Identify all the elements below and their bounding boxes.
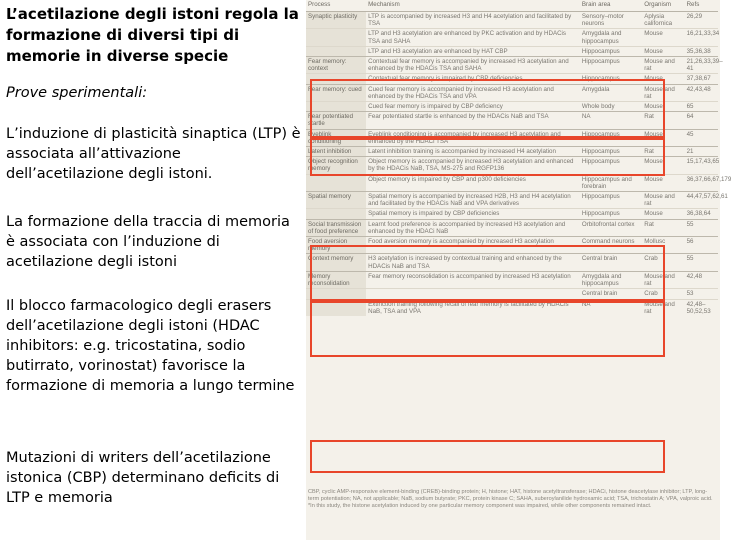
cell-refs: 35,36,38 (685, 46, 718, 56)
cell-organism: Rat (642, 112, 684, 129)
table-row (306, 192, 718, 209)
cell-organism: Aplysia californica (642, 12, 684, 29)
cell-mechanism: Cued fear memory is impaired by CBP deficiency (366, 102, 580, 112)
cell-area: Hippocampus (580, 46, 642, 56)
cell-organism: Mouse and rat (642, 57, 684, 74)
cell-mechanism: Learnt food preference is accompanied by increased H3 acetylation and enhanced by the HDACi NaB (366, 219, 580, 236)
cell-area: NA (580, 112, 642, 129)
cell-area: Hippocampus (580, 57, 642, 74)
cell-mechanism: H3 acetylation is increased by contextual training and enhanced by the HDACis NaB and TSA (366, 254, 580, 271)
cell-mechanism: Spatial memory is accompanied by increased H2B, H3 and H4 acetylation and facilitated by the HDACis NaB and VPA derivatives (366, 192, 580, 209)
cell-organism: Mouse (642, 157, 684, 174)
cell-process: Food aversion memory (306, 237, 366, 254)
cell-area: Central brain (580, 254, 642, 271)
cell-refs: 55 (685, 254, 718, 271)
cell-process: Fear memory: cued (306, 84, 366, 101)
cell-area: Hippocampus (580, 157, 642, 174)
cell-organism: Mouse and rat (642, 84, 684, 101)
cell-refs: 53 (685, 289, 718, 299)
cell-process: Fear potentiated startle (306, 112, 366, 129)
cell-refs: 44,47,57,62,61 (685, 192, 718, 209)
cell-organism: Mouse and rat (642, 299, 684, 316)
cell-mechanism: Spatial memory is impaired by CBP deficiencies (366, 209, 580, 219)
highlight-box-spatial-memory (310, 301, 665, 357)
evidence-ltp: L’induzione di plasticità sinaptica (LTP) è associata all’attivazione dell’acetilazione degli istoni. (6, 126, 301, 182)
evidence-cbp-mutations: Mutazioni di writers dell’acetilazione istonica (CBP) determinano deficits di LTP e memoria (6, 450, 280, 506)
cell-organism: Crab (642, 254, 684, 271)
cell-organism: Crab (642, 289, 684, 299)
cell-organism: Mouse and rat (642, 271, 684, 288)
cell-process (306, 209, 366, 219)
cell-organism: Mouse (642, 29, 684, 46)
cell-area: Orbitofrontal cortex (580, 219, 642, 236)
cell-mechanism: Contextual fear memory is accompanied by increased H3 acetylation and enhanced by the HDACis TSA and SAHA (366, 57, 580, 74)
cell-area: Amygdala and hippocampus (580, 271, 642, 288)
cell-mechanism: Object memory is accompanied by increased H3 acetylation and enhanced by the HDACis NaB, TSA, MS-275 and RGFP136 (366, 157, 580, 174)
header-mechanism: Mechanism (366, 0, 580, 12)
table-row (306, 46, 718, 56)
cell-area: Hippocampus (580, 74, 642, 84)
cell-mechanism: Fear memory reconsolidation is accompanied by increased H3 acetylation (366, 271, 580, 288)
cell-process (306, 29, 366, 46)
cell-refs: 42,48 (685, 271, 718, 288)
cell-area: Hippocampus and forebrain (580, 174, 642, 191)
cell-area: Central brain (580, 289, 642, 299)
cell-refs: 42,43,48 (685, 84, 718, 101)
cell-mechanism: Cued fear memory is accompanied by increased H3 acetylation and enhanced by the HDACis TSA and VPA (366, 84, 580, 101)
cell-refs: 36,37,66,67,179 (685, 174, 718, 191)
cell-process: Context memory (306, 254, 366, 271)
cell-mechanism: Object memory is impaired by CBP and p300 deficiencies (366, 174, 580, 191)
cell-process: Eyeblink conditioning (306, 129, 366, 146)
cell-process: Object recognition memory (306, 157, 366, 174)
cell-refs: 21 (685, 147, 718, 157)
cell-mechanism: Food aversion memory is accompanied by increased H3 acetylation (366, 237, 580, 254)
cell-refs: 21,26,33,39–41 (686, 58, 723, 73)
cell-refs: 65 (685, 102, 718, 112)
cell-organism: Mouse (642, 209, 684, 219)
cell-refs: 55 (685, 219, 718, 236)
cell-area: NA (580, 299, 642, 316)
cell-organism: Mouse (642, 129, 684, 146)
evidence-hdac-inhibitors: Il blocco farmacologico degli erasers dell’acetilazione degli istoni (HDAC inhibitors: e.g. tricostatina, sodio butirrato, vorinostat) favorisce la formazione di memoria a lungo termine (6, 298, 295, 394)
header-refs: Refs (685, 0, 718, 12)
cell-area: Amygdala (580, 84, 642, 101)
cell-refs: 64 (685, 112, 718, 129)
cell-process: Fear memory: context (306, 57, 366, 74)
cell-refs: 16,21,33,34 (685, 29, 718, 46)
highlight-box-reconsolidation (310, 440, 665, 473)
cell-organism: Rat (642, 219, 684, 236)
cell-area: Hippocampus (580, 192, 642, 209)
evidence-memory-trace: La formazione della traccia di memoria è associata con l’induzione di acetilazione degli istoni (6, 214, 290, 270)
table-footnote: CBP, cyclic AMP-responsive element-binding (CREB)-binding protein; H, histone; HAT, histone acetyltransferase; HDACi, histone deacetylase inhibitor; LTP, long-term potentiation; NA, not applicable; NaB, sodium butyrate; PKC, protein kinase C; SAHA, suberoylanilide hydroxamic acid; TSA, trichostatin A; VPA, valproic acid. *In this study, the histone acetylation induced by one particular memory component was impaired, while other components remained intact. (308, 489, 713, 509)
cell-process: Spatial memory (306, 192, 366, 209)
table-row (306, 57, 718, 74)
cell-mechanism: Fear potentiated startle is enhanced by the HDACis NaB and TSA (366, 112, 580, 129)
slide-title: L’acetilazione degli istoni regola la formazione di diversi tipi di memorie in diverse specie (6, 5, 299, 65)
highlight-box-object-memory (310, 245, 665, 301)
cell-organism: Mouse (642, 102, 684, 112)
cell-area: Amygdala and hippocampus (580, 29, 642, 46)
cell-area: Hippocampus (580, 147, 642, 157)
cell-area: Hippocampus (580, 129, 642, 146)
cell-organism: Rat (642, 147, 684, 157)
cell-mechanism: LTP is accompanied by increased H3 and H4 acetylation and facilitated by TSA (366, 12, 580, 29)
cell-organism: Mouse and rat (642, 192, 684, 209)
cell-area: Command neurons (580, 237, 642, 254)
header-process: Process (306, 0, 366, 12)
cell-refs: 15,17,43,65 (685, 157, 718, 174)
cell-mechanism: LTP and H3 acetylation are enhanced by HAT CBP (366, 46, 580, 56)
table-row (306, 174, 718, 191)
table-row (306, 219, 718, 236)
cell-mechanism: Extinction training following recall of fear memory is facilitated by HDACis NaB, TSA and VPA (366, 299, 580, 316)
cell-organism: Mouse (642, 46, 684, 56)
cell-refs: 45 (685, 129, 718, 146)
cell-area: Sensory–motor neurons (580, 12, 642, 29)
cell-process (306, 174, 366, 191)
cell-area: Whole body (580, 102, 642, 112)
table-row (306, 29, 718, 46)
cell-mechanism: LTP and H3 acetylation are enhanced by PKC activation and by HDACis TSA and SAHA (366, 29, 580, 46)
table-header-row (306, 0, 718, 12)
evidence-heading: Prove sperimentali: (6, 85, 148, 101)
cell-refs: 26,29 (685, 12, 718, 29)
highlight-box-fear-cued (310, 138, 665, 176)
cell-mechanism: Latent inhibition training is accompanied by increased H4 acetylation (366, 147, 580, 157)
cell-organism: Mouse (642, 74, 684, 84)
cell-process: Synaptic plasticity (306, 12, 366, 29)
cell-organism: Mouse (642, 174, 684, 191)
cell-process: Latent inhibition (306, 147, 366, 157)
cell-mechanism: Eyeblink conditioning is accompanied by increased H3 acetylation and enhanced by the HDACi TSA (366, 129, 580, 146)
left-text-column (6, 4, 302, 506)
table-row (306, 12, 718, 29)
cell-refs: 37,38,67 (685, 74, 718, 84)
cell-refs: 42,48–50,52,53 (685, 299, 718, 316)
header-organism: Organism (642, 0, 684, 12)
cell-refs: 36,38,64 (685, 209, 718, 219)
header-brain-area: Brain area (580, 0, 642, 12)
cell-process (306, 46, 366, 56)
cell-process: Social transmission of food preference (306, 219, 366, 236)
highlight-box-fear-context (310, 79, 665, 138)
cell-mechanism: Contextual fear memory is impaired by CBP deficiencies (366, 74, 580, 84)
cell-area: Hippocampus (580, 209, 642, 219)
table-row (306, 209, 718, 219)
cell-organism: Mollusc (642, 237, 684, 254)
cell-refs: 56 (685, 237, 718, 254)
cell-process: Memory reconsolidation (306, 271, 366, 288)
